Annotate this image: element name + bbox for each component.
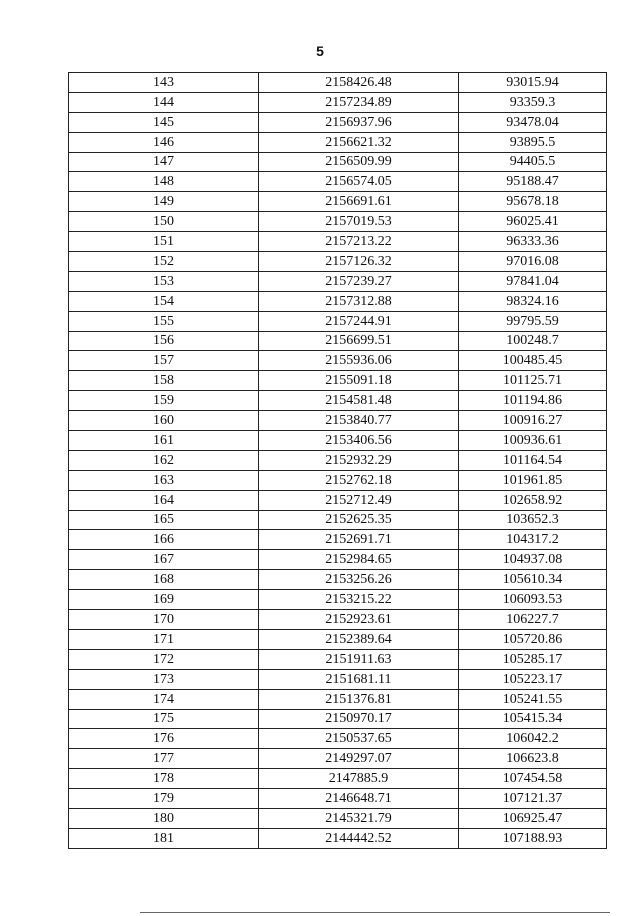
page-number: 5	[316, 43, 324, 59]
x-coordinate-cell: 2157213.22	[259, 232, 459, 252]
y-coordinate-cell: 97016.08	[459, 252, 607, 272]
y-coordinate-cell: 105241.55	[459, 689, 607, 709]
y-coordinate-cell: 96333.36	[459, 232, 607, 252]
point-number-cell: 154	[69, 291, 259, 311]
point-number-cell: 167	[69, 550, 259, 570]
y-coordinate-cell: 97841.04	[459, 271, 607, 291]
x-coordinate-cell: 2156621.32	[259, 132, 459, 152]
x-coordinate-cell: 2153256.26	[259, 570, 459, 590]
x-coordinate-cell: 2157312.88	[259, 291, 459, 311]
point-number-cell: 165	[69, 510, 259, 530]
coordinate-table	[68, 72, 607, 849]
table-row	[69, 808, 607, 828]
y-coordinate-cell: 106623.8	[459, 749, 607, 769]
table-row	[69, 152, 607, 172]
y-coordinate-cell: 106093.53	[459, 590, 607, 610]
y-coordinate-cell: 105415.34	[459, 709, 607, 729]
point-number-cell: 172	[69, 649, 259, 669]
point-number-cell: 153	[69, 271, 259, 291]
y-coordinate-cell: 95188.47	[459, 172, 607, 192]
table-row	[69, 669, 607, 689]
y-coordinate-cell: 99795.59	[459, 311, 607, 331]
table-row	[69, 331, 607, 351]
y-coordinate-cell: 101125.71	[459, 371, 607, 391]
x-coordinate-cell: 2156509.99	[259, 152, 459, 172]
point-number-cell: 159	[69, 391, 259, 411]
y-coordinate-cell: 103652.3	[459, 510, 607, 530]
x-coordinate-cell: 2157126.32	[259, 252, 459, 272]
table-row	[69, 132, 607, 152]
point-number-cell: 144	[69, 92, 259, 112]
table-row	[69, 689, 607, 709]
x-coordinate-cell: 2156937.96	[259, 112, 459, 132]
y-coordinate-cell: 105223.17	[459, 669, 607, 689]
y-coordinate-cell: 94405.5	[459, 152, 607, 172]
x-coordinate-cell: 2153215.22	[259, 590, 459, 610]
point-number-cell: 151	[69, 232, 259, 252]
table-row	[69, 73, 607, 93]
y-coordinate-cell: 100248.7	[459, 331, 607, 351]
table-row	[69, 470, 607, 490]
table-row	[69, 192, 607, 212]
point-number-cell: 158	[69, 371, 259, 391]
x-coordinate-cell: 2153406.56	[259, 431, 459, 451]
x-coordinate-cell: 2152712.49	[259, 490, 459, 510]
table-row	[69, 828, 607, 848]
point-number-cell: 176	[69, 729, 259, 749]
table-row	[69, 649, 607, 669]
y-coordinate-cell: 104937.08	[459, 550, 607, 570]
y-coordinate-cell: 106227.7	[459, 610, 607, 630]
table-row	[69, 709, 607, 729]
point-number-cell: 150	[69, 212, 259, 232]
point-number-cell: 164	[69, 490, 259, 510]
x-coordinate-cell: 2151376.81	[259, 689, 459, 709]
y-coordinate-cell: 107121.37	[459, 789, 607, 809]
point-number-cell: 177	[69, 749, 259, 769]
y-coordinate-cell: 95678.18	[459, 192, 607, 212]
table-row	[69, 112, 607, 132]
point-number-cell: 143	[69, 73, 259, 93]
x-coordinate-cell: 2152923.61	[259, 610, 459, 630]
x-coordinate-cell: 2158426.48	[259, 73, 459, 93]
table-row	[69, 450, 607, 470]
point-number-cell: 149	[69, 192, 259, 212]
y-coordinate-cell: 93895.5	[459, 132, 607, 152]
x-coordinate-cell: 2145321.79	[259, 808, 459, 828]
y-coordinate-cell: 107454.58	[459, 769, 607, 789]
table-row	[69, 232, 607, 252]
point-number-cell: 170	[69, 610, 259, 630]
table-row	[69, 490, 607, 510]
table-row	[69, 212, 607, 232]
y-coordinate-cell: 93359.3	[459, 92, 607, 112]
table-row	[69, 729, 607, 749]
x-coordinate-cell: 2146648.71	[259, 789, 459, 809]
point-number-cell: 156	[69, 331, 259, 351]
table-row	[69, 550, 607, 570]
y-coordinate-cell: 104317.2	[459, 530, 607, 550]
x-coordinate-cell: 2152762.18	[259, 470, 459, 490]
y-coordinate-cell: 106042.2	[459, 729, 607, 749]
point-number-cell: 173	[69, 669, 259, 689]
table-row	[69, 530, 607, 550]
table-row	[69, 411, 607, 431]
point-number-cell: 175	[69, 709, 259, 729]
table-row	[69, 431, 607, 451]
point-number-cell: 166	[69, 530, 259, 550]
point-number-cell: 180	[69, 808, 259, 828]
point-number-cell: 145	[69, 112, 259, 132]
y-coordinate-cell: 100936.61	[459, 431, 607, 451]
coordinate-table-container	[68, 72, 606, 849]
y-coordinate-cell: 106925.47	[459, 808, 607, 828]
point-number-cell: 179	[69, 789, 259, 809]
table-row	[69, 371, 607, 391]
x-coordinate-cell: 2156691.61	[259, 192, 459, 212]
coordinate-table-body	[69, 73, 607, 849]
x-coordinate-cell: 2157244.91	[259, 311, 459, 331]
point-number-cell: 160	[69, 411, 259, 431]
point-number-cell: 148	[69, 172, 259, 192]
y-coordinate-cell: 107188.93	[459, 828, 607, 848]
x-coordinate-cell: 2150970.17	[259, 709, 459, 729]
x-coordinate-cell: 2151681.11	[259, 669, 459, 689]
x-coordinate-cell: 2155091.18	[259, 371, 459, 391]
table-row	[69, 252, 607, 272]
y-coordinate-cell: 105720.86	[459, 629, 607, 649]
page-bottom-edge	[140, 912, 610, 913]
table-row	[69, 749, 607, 769]
point-number-cell: 174	[69, 689, 259, 709]
table-row	[69, 291, 607, 311]
y-coordinate-cell: 102658.92	[459, 490, 607, 510]
y-coordinate-cell: 100485.45	[459, 351, 607, 371]
x-coordinate-cell: 2149297.07	[259, 749, 459, 769]
table-row	[69, 92, 607, 112]
y-coordinate-cell: 100916.27	[459, 411, 607, 431]
point-number-cell: 178	[69, 769, 259, 789]
table-row	[69, 311, 607, 331]
y-coordinate-cell: 101961.85	[459, 470, 607, 490]
y-coordinate-cell: 98324.16	[459, 291, 607, 311]
y-coordinate-cell: 101194.86	[459, 391, 607, 411]
table-row	[69, 391, 607, 411]
point-number-cell: 169	[69, 590, 259, 610]
x-coordinate-cell: 2155936.06	[259, 351, 459, 371]
point-number-cell: 157	[69, 351, 259, 371]
x-coordinate-cell: 2156699.51	[259, 331, 459, 351]
x-coordinate-cell: 2154581.48	[259, 391, 459, 411]
x-coordinate-cell: 2152625.35	[259, 510, 459, 530]
x-coordinate-cell: 2152691.71	[259, 530, 459, 550]
x-coordinate-cell: 2152389.64	[259, 629, 459, 649]
point-number-cell: 152	[69, 252, 259, 272]
x-coordinate-cell: 2151911.63	[259, 649, 459, 669]
table-row	[69, 789, 607, 809]
point-number-cell: 171	[69, 629, 259, 649]
y-coordinate-cell: 105610.34	[459, 570, 607, 590]
point-number-cell: 163	[69, 470, 259, 490]
y-coordinate-cell: 96025.41	[459, 212, 607, 232]
x-coordinate-cell: 2157239.27	[259, 271, 459, 291]
x-coordinate-cell: 2152984.65	[259, 550, 459, 570]
table-row	[69, 271, 607, 291]
table-row	[69, 610, 607, 630]
point-number-cell: 146	[69, 132, 259, 152]
x-coordinate-cell: 2153840.77	[259, 411, 459, 431]
table-row	[69, 172, 607, 192]
table-row	[69, 351, 607, 371]
x-coordinate-cell: 2147885.9	[259, 769, 459, 789]
point-number-cell: 168	[69, 570, 259, 590]
x-coordinate-cell: 2157019.53	[259, 212, 459, 232]
x-coordinate-cell: 2152932.29	[259, 450, 459, 470]
y-coordinate-cell: 101164.54	[459, 450, 607, 470]
point-number-cell: 161	[69, 431, 259, 451]
y-coordinate-cell: 93478.04	[459, 112, 607, 132]
table-row	[69, 570, 607, 590]
y-coordinate-cell: 105285.17	[459, 649, 607, 669]
x-coordinate-cell: 2144442.52	[259, 828, 459, 848]
point-number-cell: 181	[69, 828, 259, 848]
table-row	[69, 629, 607, 649]
point-number-cell: 147	[69, 152, 259, 172]
point-number-cell: 155	[69, 311, 259, 331]
table-row	[69, 510, 607, 530]
x-coordinate-cell: 2156574.05	[259, 172, 459, 192]
table-row	[69, 590, 607, 610]
table-row	[69, 769, 607, 789]
x-coordinate-cell: 2157234.89	[259, 92, 459, 112]
x-coordinate-cell: 2150537.65	[259, 729, 459, 749]
point-number-cell: 162	[69, 450, 259, 470]
y-coordinate-cell: 93015.94	[459, 73, 607, 93]
